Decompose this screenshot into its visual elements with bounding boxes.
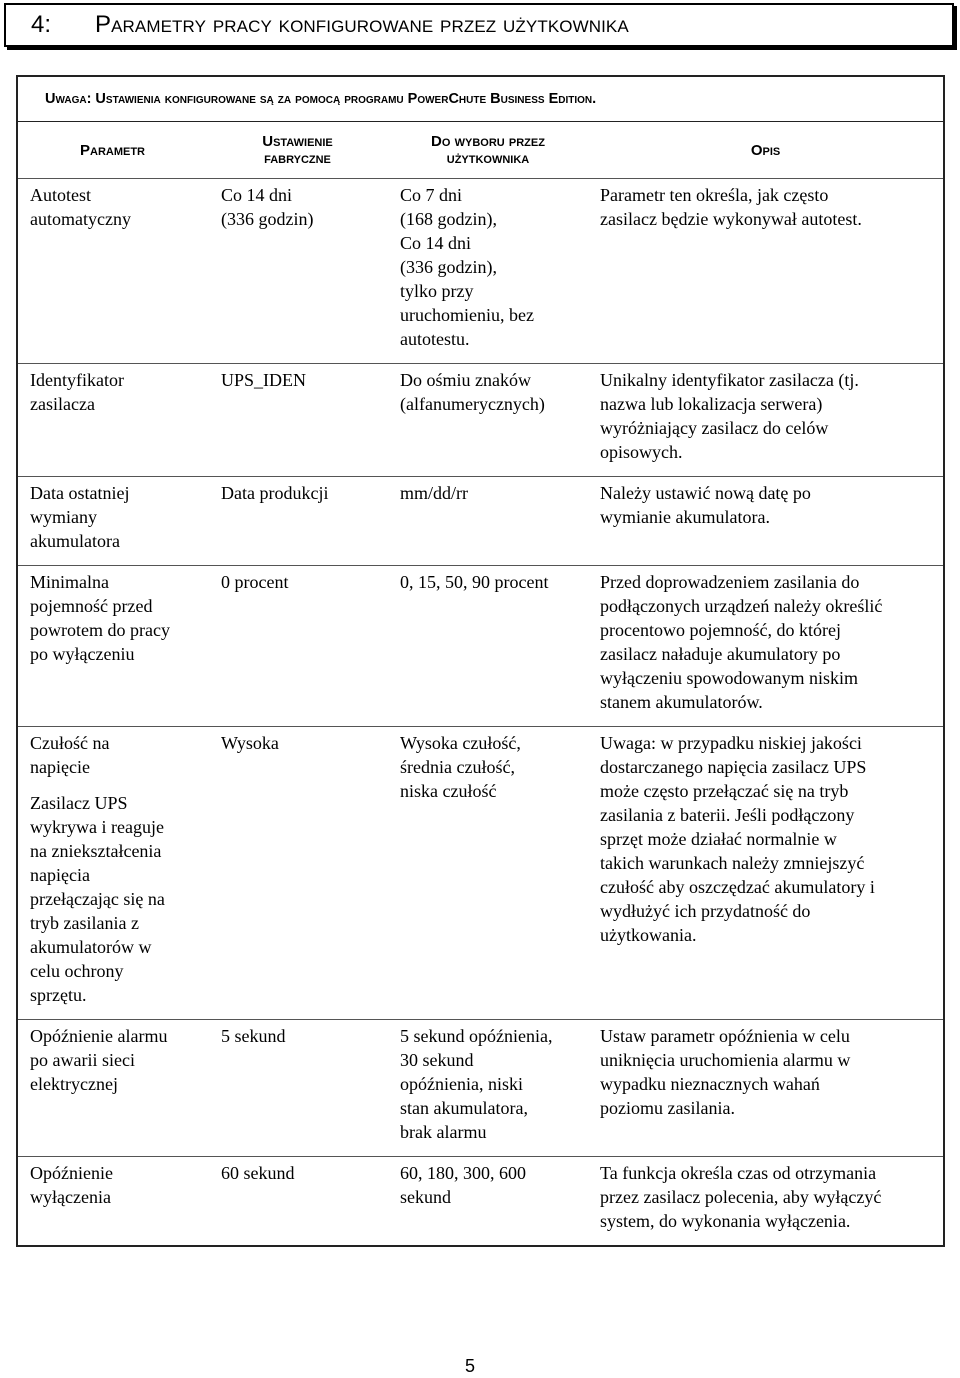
factory-cell: 0 procent [207, 566, 388, 727]
config-note: Uwaga: Ustawienia konfigurowane są za pomocą programu PowerChute Business Edition. [17, 76, 944, 122]
desc-cell: Ta funkcja określa czas od otrzymania przez zasilacz polecenia, aby wyłączyć system, do wykonania wyłączenia. [588, 1157, 944, 1247]
header-param: Parametr [17, 122, 207, 179]
options-cell: Wysoka czułość, średnia czułość, niska czułość [388, 727, 588, 1020]
section-title: Parametry pracy konfigurowane przez użytkownika [95, 11, 629, 38]
table-row [17, 477, 944, 566]
param-extra-text: Zasilacz UPS wykrywa i reaguje na zniekształcenia napięcia przełączając się na tryb zasilania z akumulatorów w celu ochrony sprzętu. [30, 793, 165, 1005]
options-cell: 60, 180, 300, 600 sekund [388, 1157, 588, 1247]
section-title-box [4, 3, 954, 47]
parameters-table [16, 75, 945, 1247]
param-cell: Opóźnienie alarmu po awarii sieci elektrycznej [17, 1020, 207, 1157]
table-row [17, 179, 944, 364]
param-cell: Czułość na napięcie Zasilacz UPS wykrywa i reaguje na zniekształcenia napięcia przełączając się na tryb zasilania z akumulatorów w celu ochrony sprzętu. [17, 727, 207, 1020]
param-cell: Minimalna pojemność przed powrotem do pracy po wyłączeniu [17, 566, 207, 727]
desc-cell: Przed doprowadzeniem zasilania do podłączonych urządzeń należy określić procentowo pojemność, do której zasilacz naładuje akumulatory po wyłączeniu spowodowanym niskim stanem akumulatorów. [588, 566, 944, 727]
options-cell: 0, 15, 50, 90 procent [388, 566, 588, 727]
desc-cell: Ustaw parametr opóźnienia w celu uniknięcia uruchomienia alarmu w wypadku nieznacznych wahań poziomu zasilania. [588, 1020, 944, 1157]
table-row [17, 1157, 944, 1247]
table-row [17, 727, 944, 1020]
factory-cell: Data produkcji [207, 477, 388, 566]
factory-cell: Co 14 dni (336 godzin) [207, 179, 388, 364]
param-cell: Identyfikator zasilacza [17, 364, 207, 477]
factory-cell: UPS_IDEN [207, 364, 388, 477]
table-row [17, 566, 944, 727]
desc-cell: Uwaga: w przypadku niskiej jakości dostarczanego napięcia zasilacz UPS może często przełączać się na tryb zasilania z baterii. Jeśli podłączony sprzęt może działać normalnie w takich warunkach należy zmniejszyć czułość aby oszczędzać akumulatory i wydłużyć ich przydatność do użytkowania. [588, 727, 944, 1020]
desc-cell: Należy ustawić nową datę po wymianie akumulatora. [588, 477, 944, 566]
header-desc: Opis [588, 122, 944, 179]
options-cell: Do ośmiu znaków (alfanumerycznych) [388, 364, 588, 477]
factory-cell: 5 sekund [207, 1020, 388, 1157]
header-options: Do wyboru przez użytkownika [388, 122, 588, 179]
page-number: 5 [464, 1356, 475, 1376]
param-cell: Autotest automatyczny [17, 179, 207, 364]
table-row [17, 1020, 944, 1157]
factory-cell: 60 sekund [207, 1157, 388, 1247]
param-cell: Data ostatniej wymiany akumulatora [17, 477, 207, 566]
param-cell: Opóźnienie wyłączenia [17, 1157, 207, 1247]
desc-cell: Parametr ten określa, jak często zasilacz będzie wykonywał autotest. [588, 179, 944, 364]
options-cell: 5 sekund opóźnienia, 30 sekund opóźnienia, niski stan akumulatora, brak alarmu [388, 1020, 588, 1157]
options-cell: mm/dd/rr [388, 477, 588, 566]
options-cell: Co 7 dni (168 godzin), Co 14 dni (336 godzin), tylko przy uruchomieniu, bez autotestu. [388, 179, 588, 364]
header-factory: Ustawienie fabryczne [207, 122, 388, 179]
desc-cell: Unikalny identyfikator zasilacza (tj. nazwa lub lokalizacja serwera) wyróżniający zasilacz do celów opisowych. [588, 364, 944, 477]
section-number: 4: [31, 11, 52, 38]
factory-cell: Wysoka [207, 727, 388, 1020]
table-row [17, 364, 944, 477]
